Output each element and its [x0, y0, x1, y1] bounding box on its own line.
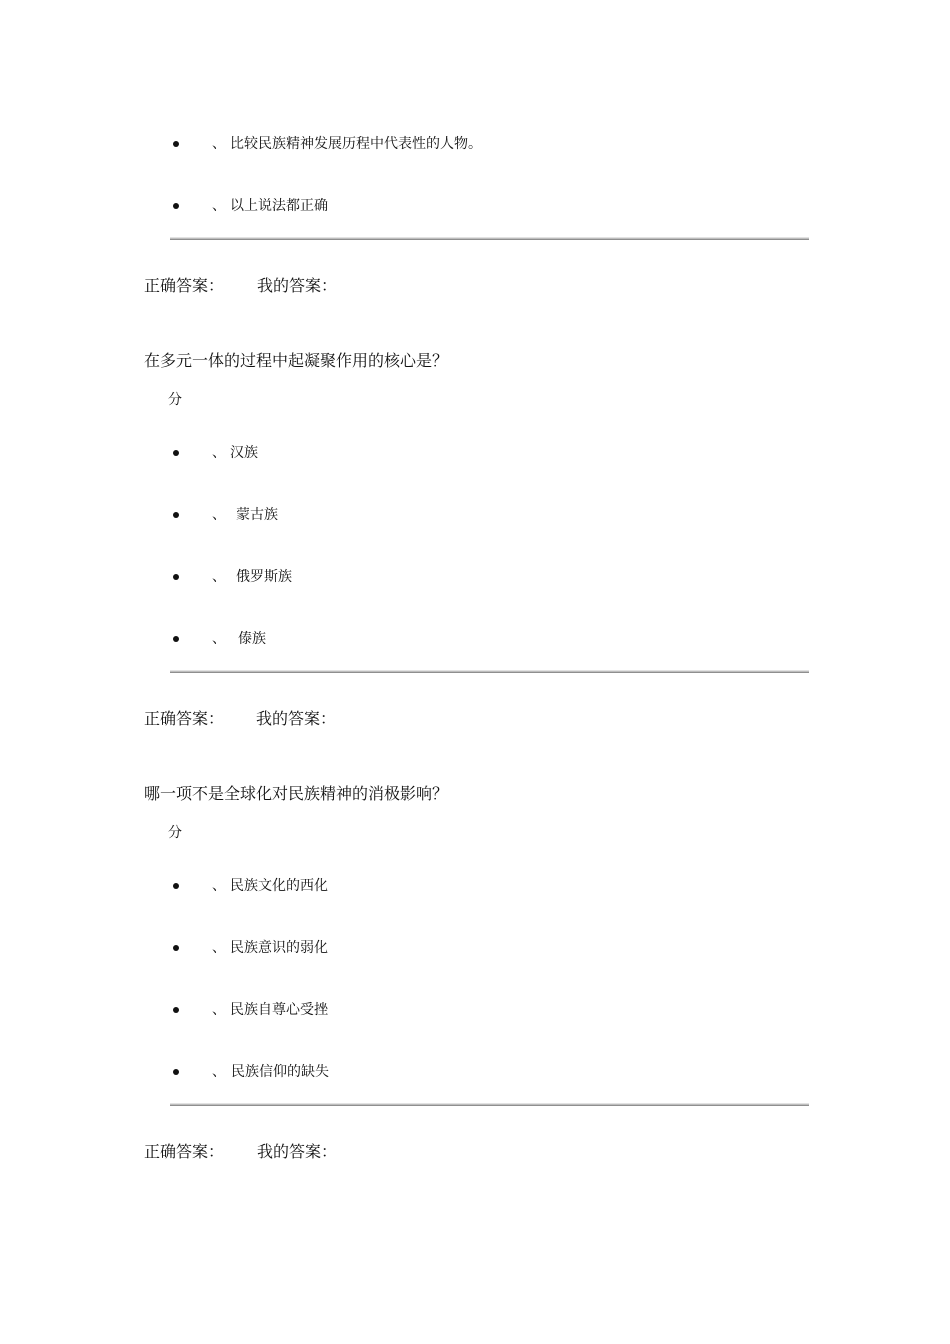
option-text: 民族自尊心受挫 — [230, 1002, 328, 1018]
question-title: 哪一项不是全球化对民族精神的消极影响？ — [144, 784, 449, 803]
option-separator: 、 — [212, 631, 226, 647]
bullet-icon — [173, 883, 179, 889]
bullet-icon — [173, 141, 179, 147]
option-separator: 、 — [212, 136, 226, 152]
option-text: 傣族 — [238, 631, 266, 647]
option-separator: 、 — [212, 940, 226, 956]
option-text: 俄罗斯族 — [236, 569, 292, 585]
bullet-icon — [173, 512, 179, 518]
option-separator: 、 — [212, 507, 226, 523]
option-separator: 、 — [212, 445, 226, 461]
my-answer-label: 我的答案： — [256, 709, 337, 728]
option-separator: 、 — [212, 569, 226, 585]
option-separator: 、 — [212, 878, 226, 894]
divider — [170, 237, 809, 240]
option-text: 汉族 — [230, 445, 258, 461]
bullet-icon — [173, 1007, 179, 1013]
option-text: 比较民族精神发展历程中代表性的人物。 — [230, 136, 482, 152]
my-answer-label: 我的答案： — [257, 1142, 338, 1161]
option-text: 民族意识的弱化 — [230, 940, 328, 956]
option-text: 蒙古族 — [236, 507, 278, 523]
divider — [170, 670, 809, 673]
correct-answer-label: 正确答案： — [144, 276, 225, 295]
option-text: 以上说法都正确 — [230, 198, 328, 214]
bullet-icon — [173, 203, 179, 209]
option-text: 民族信仰的缺失 — [231, 1064, 329, 1080]
bullet-icon — [173, 945, 179, 951]
option-text: 民族文化的西化 — [230, 878, 328, 894]
option-separator: 、 — [212, 1064, 226, 1080]
correct-answer-label: 正确答案： — [144, 709, 225, 728]
option-separator: 、 — [212, 198, 226, 214]
bullet-icon — [173, 574, 179, 580]
option-separator: 、 — [212, 1002, 226, 1018]
my-answer-label: 我的答案： — [257, 276, 338, 295]
bullet-icon — [173, 450, 179, 456]
question-score: 分 — [168, 392, 182, 408]
question-score: 分 — [168, 825, 182, 841]
divider — [170, 1103, 809, 1106]
question-title: 在多元一体的过程中起凝聚作用的核心是？ — [144, 351, 449, 370]
correct-answer-label: 正确答案： — [144, 1142, 225, 1161]
bullet-icon — [173, 1069, 179, 1075]
bullet-icon — [173, 636, 179, 642]
